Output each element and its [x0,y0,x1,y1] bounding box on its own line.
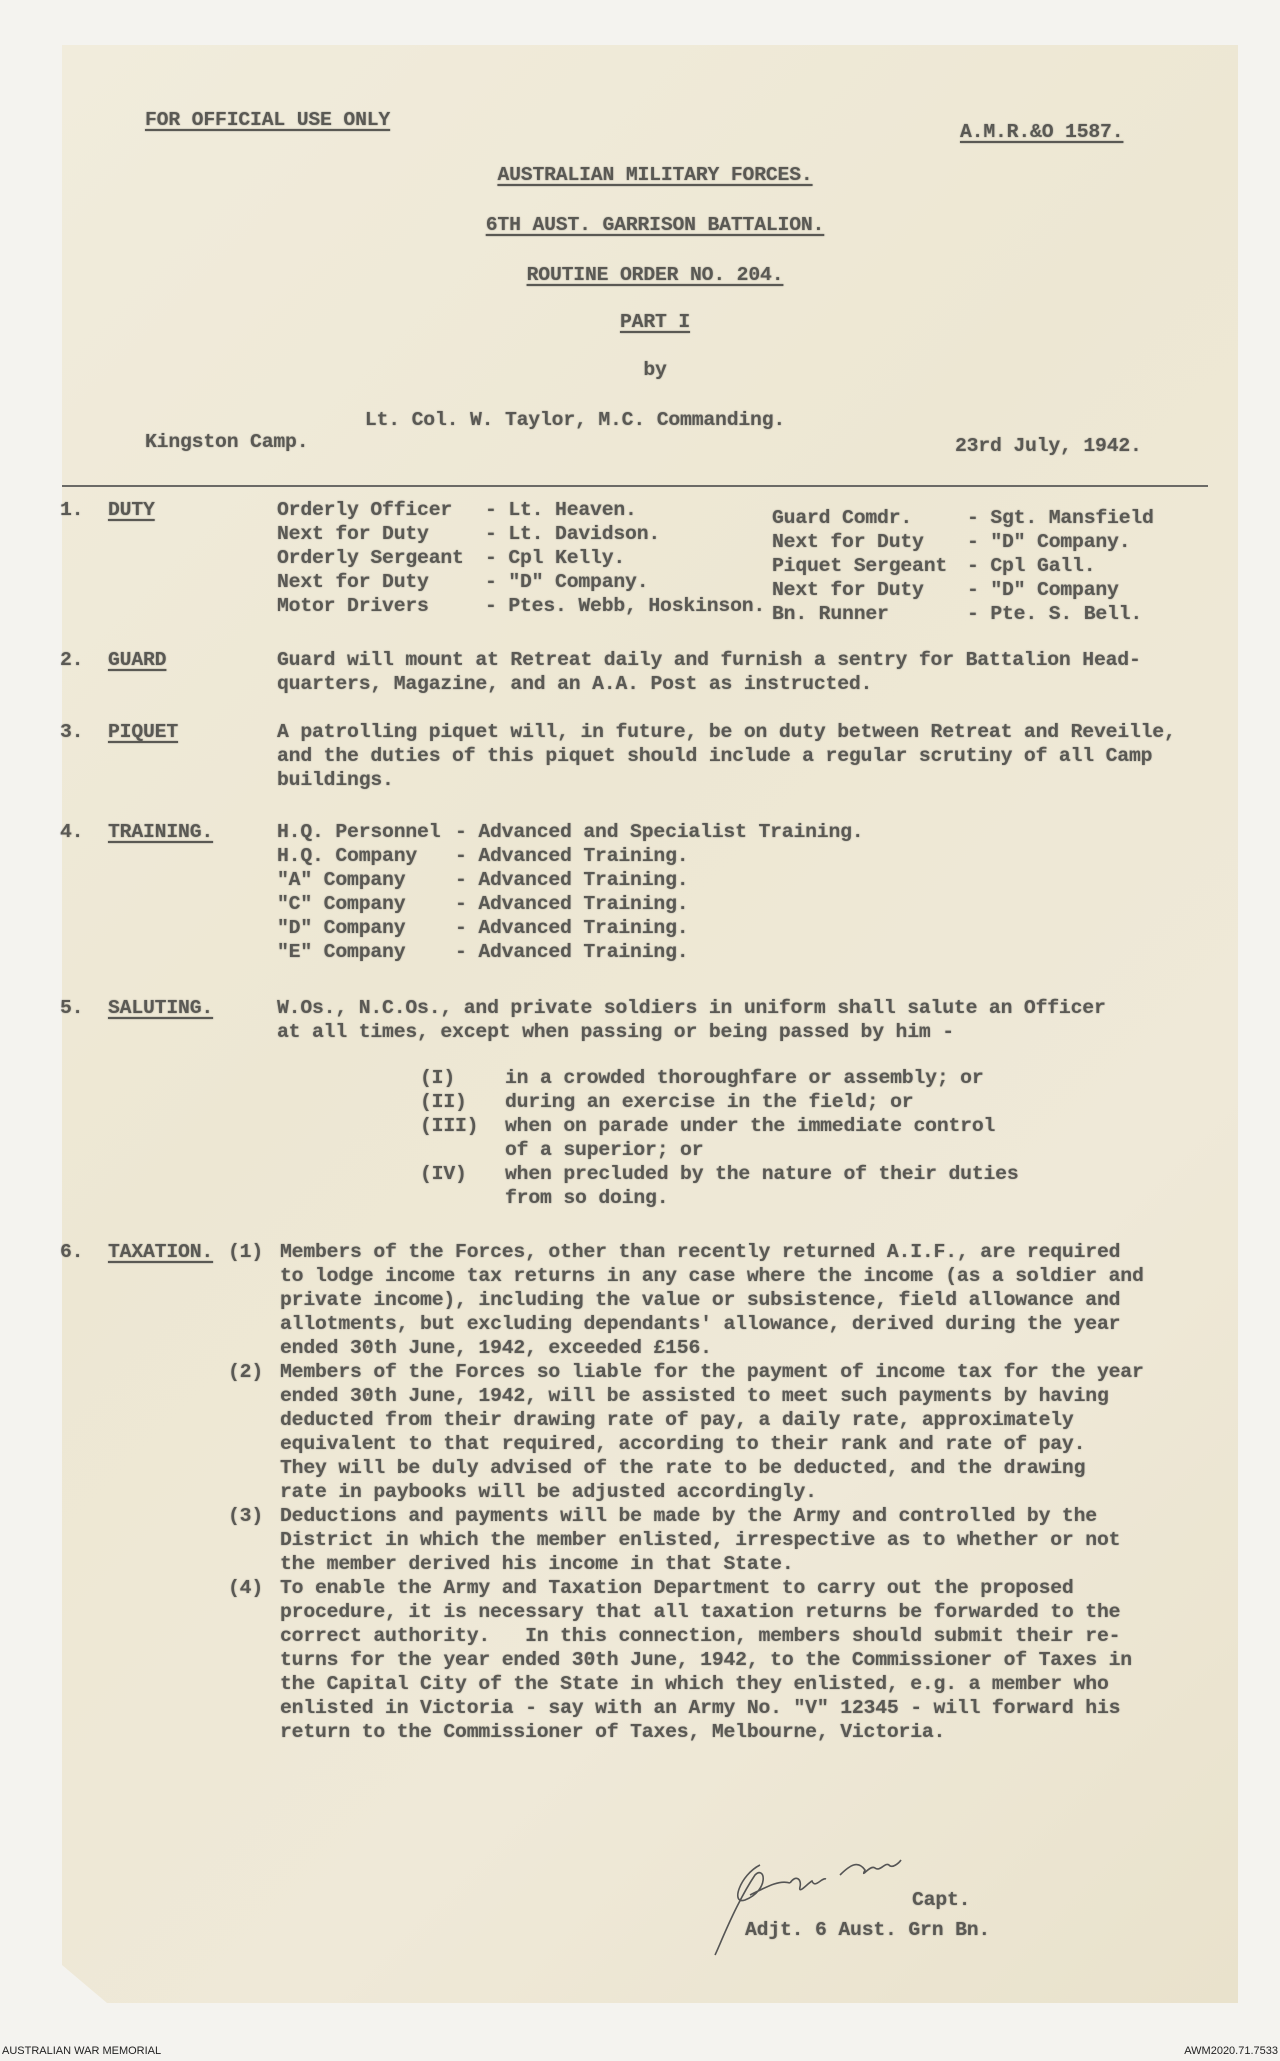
training-unit: "C" Company [277,893,406,915]
paragraph-line: and the duties of this piquet should include a regular scrutiny of all Camp [277,745,1153,767]
duty-role: Motor Drivers [277,595,429,617]
section-heading: TAXATION. [108,1241,214,1263]
training-type: - Advanced and Specialist Training. [455,821,864,843]
paragraph-line: deducted from their drawing rate of pay, a daily rate, approximately [280,1409,1074,1431]
duty-assignee: - "D" Company [967,579,1119,601]
by-text: by [643,359,667,381]
footer-source: AUSTRALIAN WAR MEMORIAL [2,2045,162,2057]
paragraph-line: Guard will mount at Retreat daily and furnish a sentry for Battalion Head- [277,649,1141,671]
duty-role: Next for Duty [277,523,429,545]
training-type: - Advanced Training. [455,845,689,867]
paragraph-line: the Capital City of the State in which they enlisted, e.g. a member who [280,1673,1109,1695]
paragraph-line: ended 30th June, 1942, will be assisted to meet such payments by having [280,1385,1109,1407]
section-number: 4. [60,821,84,843]
duty-role: Piquet Sergeant [772,555,948,577]
duty-role: Guard Comdr. [772,507,913,529]
section-heading: DUTY [108,499,155,521]
training-unit: H.Q. Company [277,845,418,867]
section-number: 6. [60,1241,84,1263]
footer-accession: AWM2020.71.7533 [1184,2045,1278,2057]
paragraph-line: at all times, except when passing or being passed by him - [277,1021,954,1043]
training-type: - Advanced Training. [455,869,689,891]
subitem-number: (2) [228,1361,264,1383]
order-title: ROUTINE ORDER NO. 204. [526,264,784,286]
signatory-appointment: Adjt. 6 Aust. Grn Bn. [745,1919,991,1941]
paragraph-line: quarters, Magazine, and an A.A. Post as instructed. [277,673,873,695]
paragraph-line: turns for the year ended 30th June, 1942, to the Commissioner of Taxes in [280,1649,1132,1671]
paragraph-line: to lodge income tax returns in any case where the income (as a soldier and [280,1265,1144,1287]
item-text: from so doing. [505,1187,669,1209]
section-heading: TRAINING. [108,821,214,843]
paragraph-line: Deductions and payments will be made by the Army and controlled by the [280,1505,1097,1527]
section-number: 3. [60,721,84,743]
item-text: during an exercise in the field; or [505,1091,914,1113]
paragraph-line: enlisted in Victoria - say with an Army No. "V" 12345 - will forward his [280,1697,1121,1719]
subitem-number: (3) [228,1505,264,1527]
paragraph-line: Members of the Forces so liable for the payment of income tax for the year [280,1361,1144,1383]
item-numeral: (II) [420,1091,467,1113]
commander: Lt. Col. W. Taylor, M.C. Commanding. [364,409,786,431]
training-unit: H.Q. Personnel [277,821,441,843]
training-type: - Advanced Training. [455,893,689,915]
item-text: in a crowded thoroughfare or assembly; or [505,1067,984,1089]
paragraph-line: A patrolling piquet will, in future, be on duty between Retreat and Reveille, [277,721,1176,743]
date: 23rd July, 1942. [955,435,1142,457]
part-title: PART I [619,311,691,333]
paragraph-line: procedure, it is necessary that all taxation returns be forwarded to the [280,1601,1121,1623]
place: Kingston Camp. [145,431,309,453]
duty-assignee: - "D" Company. [485,571,649,593]
item-numeral: (III) [420,1115,479,1137]
divider [62,485,1208,487]
training-type: - Advanced Training. [455,917,689,939]
section-number: 2. [60,649,84,671]
unit-title: 6TH AUST. GARRISON BATTALION. [485,214,825,236]
form-reference: A.M.R.&O 1587. [960,121,1124,143]
signatory-rank: Capt. [912,1889,971,1911]
paragraph-line: District in which the member enlisted, irrespective as to whether or not [280,1529,1121,1551]
duty-assignee: - "D" Company. [967,531,1131,553]
duty-role: Next for Duty [277,571,429,593]
classification: FOR OFFICIAL USE ONLY [145,109,391,131]
item-text: when on parade under the immediate control [505,1115,996,1137]
duty-assignee: - Ptes. Webb, Hoskinson. [485,595,766,617]
duty-assignee: - Cpl Gall. [967,555,1096,577]
paragraph-line: rate in paybooks will be adjusted accordingly. [280,1481,817,1503]
section-number: 1. [60,499,84,521]
section-heading: SALUTING. [108,997,214,1019]
paragraph-line: Members of the Forces, other than recently returned A.I.F., are required [280,1241,1121,1263]
training-unit: "E" Company [277,941,406,963]
paragraph-line: To enable the Army and Taxation Department to carry out the proposed [280,1577,1074,1599]
item-text: when precluded by the nature of their duties [505,1163,1019,1185]
duty-role: Next for Duty [772,579,924,601]
paragraph-line: W.Os., N.C.Os., and private soldiers in uniform shall salute an Officer [277,997,1106,1019]
duty-role: Orderly Sergeant [277,547,464,569]
training-type: - Advanced Training. [455,941,689,963]
duty-role: Orderly Officer [277,499,453,521]
duty-assignee: - Sgt. Mansfield [967,507,1154,529]
paragraph-line: the member derived his income in that State. [280,1553,794,1575]
section-heading: PIQUET [108,721,179,743]
duty-assignee: - Lt. Heaven. [485,499,637,521]
duty-assignee: - Lt. Davidson. [485,523,661,545]
item-numeral: (IV) [420,1163,467,1185]
training-unit: "A" Company [277,869,406,891]
paragraph-line: private income), including the value or subsistence, field allowance and [280,1289,1121,1311]
duty-assignee: - Cpl Kelly. [485,547,626,569]
subitem-number: (4) [228,1577,264,1599]
org-title: AUSTRALIAN MILITARY FORCES. [497,164,813,186]
paragraph-line: return to the Commissioner of Taxes, Melbourne, Victoria. [280,1721,946,1743]
paragraph-line: They will be duly advised of the rate to be deducted, and the drawing [280,1457,1086,1479]
paragraph-line: correct authority. In this connection, members should submit their re- [280,1625,1121,1647]
section-heading: GUARD [108,649,167,671]
subitem-number: (1) [228,1241,264,1263]
paragraph-line: ended 30th June, 1942, exceeded £156. [280,1337,712,1359]
duty-role: Next for Duty [772,531,924,553]
item-numeral: (I) [420,1067,456,1089]
duty-assignee: - Pte. S. Bell. [967,603,1143,625]
paragraph-line: allotments, but excluding dependants' allowance, derived during the year [280,1313,1121,1335]
item-text: of a superior; or [505,1139,704,1161]
paragraph-line: equivalent to that required, according to their rank and rate of pay. [280,1433,1086,1455]
duty-role: Bn. Runner [772,603,889,625]
training-unit: "D" Company [277,917,406,939]
paragraph-line: buildings. [277,769,394,791]
section-number: 5. [60,997,84,1019]
